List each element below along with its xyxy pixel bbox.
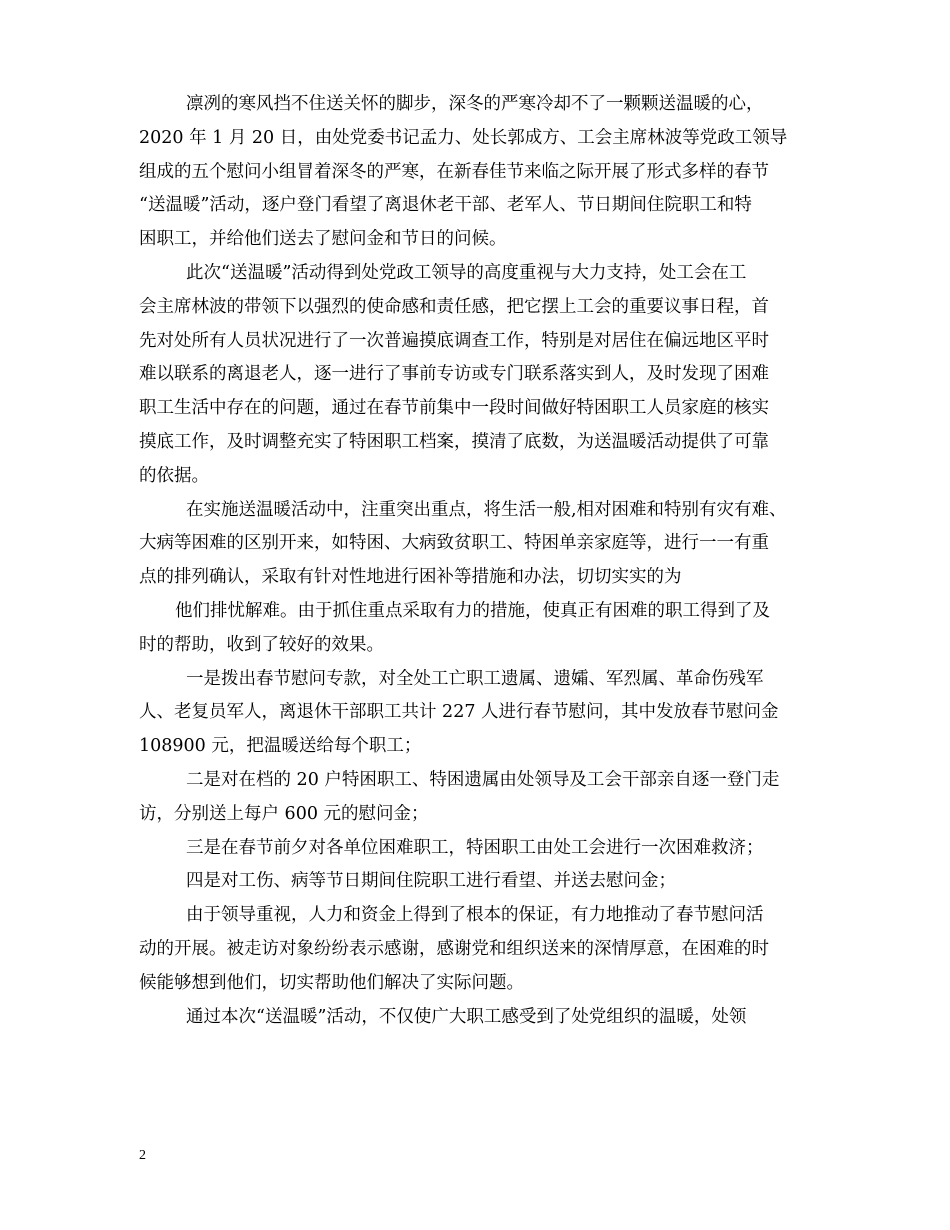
text-line: 访，分别送上每户 600 元的慰问金；: [139, 803, 429, 824]
text-line: 摸底工作，及时调整充实了特困职工档案，摸清了底数，为送温暖活动提供了可靠: [139, 431, 769, 452]
text-line: 通过本次“送温暖”活动，不仅使广大职工感受到了处党组织的温暖，处领: [186, 1006, 747, 1027]
text-line: 点的排列确认，采取有针对性地进行困补等措施和办法，切切实实的为: [139, 567, 682, 588]
text-line: 困职工，并给他们送去了慰问金和节日的问候。: [139, 229, 507, 250]
text-line: “送温暖”活动，逐户登门看望了离退休老干部、老军人、节日期间住院职工和特: [139, 195, 752, 216]
text-line: 先对处所有人员状况进行了一次普遍摸底调查工作，特别是对居住在偏远地区平时: [139, 330, 769, 351]
text-line: 候能够想到他们，切实帮助他们解决了实际问题。: [139, 972, 524, 993]
text-line: 三是在春节前夕对各单位困难职工，特困职工由处工会进行一次困难救济；: [186, 837, 764, 858]
page-number: 2: [139, 1148, 146, 1163]
text-line: 组成的五个慰问小组冒着深冬的严寒，在新春佳节来临之际开展了形式多样的春节: [139, 161, 769, 182]
text-line: 凛冽的寒风挡不住送关怀的脚步，深冬的严寒冷却不了一颗颗送温暖的心，: [186, 94, 764, 114]
text-line: 人、老复员军人，离退休干部职工共计 227 人进行春节慰问，其中发放春节慰问金: [139, 702, 779, 723]
text-line: 的依据。: [139, 465, 209, 486]
text-line: 大病等困难的区别开来，如特困、大病致贫职工、特困单亲家庭等，进行一一有重: [139, 533, 769, 554]
text-line: 2020 年 1 月 20 日，由处党委书记孟力、处长郭成方、工会主席林波等党政工领导: [139, 127, 788, 148]
body-text: [139, 88, 829, 1034]
text-line: 动的开展。被走访对象纷纷表示感谢，感谢党和组织送来的深情厚意，在困难的时: [139, 938, 769, 959]
text-line: 会主席林波的带领下以强烈的使命感和责任感，把它摆上工会的重要议事日程，首: [139, 296, 769, 317]
text-line: 他们排忧解难。由于抓住重点采取有力的措施，使真正有困难的职工得到了及: [175, 600, 770, 621]
text-line: 时的帮助，收到了较好的效果。: [139, 634, 384, 655]
text-line: 108900 元，把温暖送给每个职工；: [139, 736, 422, 757]
text-line: 在实施送温暖活动中，注重突出重点，将生活一般,相对困难和特别有灾有难、: [186, 499, 787, 520]
text-line: 四是对工伤、病等节日期间住院职工进行看望、并送去慰问金；: [186, 871, 676, 892]
text-line: 由于领导重视，人力和资金上得到了根本的保证，有力地推动了春节慰问活: [186, 905, 764, 926]
text-line: 职工生活中存在的问题，通过在春节前集中一段时间做好特困职工人员家庭的核实: [139, 398, 769, 419]
text-line: 一是拨出春节慰问专款，对全处工亡职工遗属、遗孀、军烈属、革命伤残军: [186, 668, 764, 689]
text-line: 此次“送温暖”活动得到处党政工领导的高度重视与大力支持，处工会在工: [186, 262, 747, 283]
text-line: 二是对在档的 20 户特困职工、特困遗属由处领导及工会干部亲自逐一登门走: [186, 769, 780, 790]
text-line: 难以联系的离退老人，逐一进行了事前专访或专门联系落实到人，及时发现了困难: [139, 364, 769, 385]
